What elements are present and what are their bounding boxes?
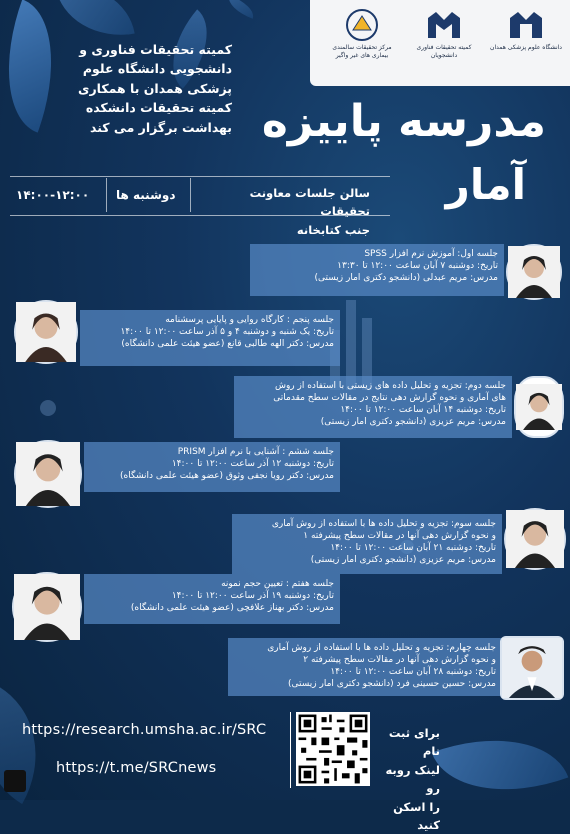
logo-left-line1: مرکز تحقیقات سالمندی [332,44,392,51]
book-emblem-icon [424,8,464,42]
session-date: تاریخ: دوشنبه ۱۲ آذر ساعت ۱۲:۰۰ تا ۱۴:۰۰ [171,459,334,470]
register-instructions [380,724,440,834]
session-teacher: مدرس: دکتر بهناز علافچی (عضو هیئت علمی دانشگاه) [130,603,334,614]
logo-left-line2: بیماری های غیر واگیر [335,51,389,59]
session-title: جلسه پنجم : کارگاه روایی و پایایی پرسشنامه [165,315,334,325]
teacher-photo [506,244,562,300]
session-title: جلسه دوم: تجزیه و تحلیل داده های زیستی با استفاده از روش [274,381,506,391]
sponsor-line: بهداشت برگزار می کند [89,119,232,135]
corner-logo-icon [4,770,26,792]
logo-university [490,8,562,78]
session-title: جلسه سوم: تجزیه و تحلیل داده ها با استفاده از روش آماری [271,519,496,529]
portrait-icon [502,638,562,698]
portrait-icon [16,302,76,362]
qr-code[interactable] [296,712,370,786]
venue [200,184,370,239]
chart-decoration [40,400,56,416]
session-teacher: مدرس: دکتر رویا نجفی وثوق (عضو هیئت علمی دانشگاه) [120,471,334,482]
session-date: تاریخ: دوشنبه ۲۸ آبان ساعت ۱۲:۰۰ تا ۱۴:۰۰ [330,667,496,678]
teacher-photo [12,572,82,642]
register-line: لینک روبه رو [385,762,440,796]
session-card-1 [250,244,504,296]
sponsor-line: پزشکی همدان با همکاری [77,80,232,96]
sponsor-line: کمیته تحقیقات فناوری و [79,42,232,57]
session-title: جلسه چهارم: تجزیه و تحلیل داده ها با استفاده از روش آماری [267,643,496,653]
sponsor-line: کمیته تحقیقات دانشکده [85,100,232,116]
telegram-link[interactable]: https://t.me/SRCnews [56,760,217,776]
register-line: را اسکن کنید [393,799,440,832]
logos [312,8,562,78]
leaf-decoration [432,712,569,819]
portrait-icon [508,246,560,298]
session-teacher: مدرس: مریم عزیزی (دانشجو دکتری امار زیستی) [310,555,496,566]
page-subtitle: آمار [445,160,526,209]
university-emblem-icon [506,8,546,42]
session-teacher: مدرس: حسین حسینی فرد (دانشجو دکتری امار زیستی) [288,679,496,690]
leaf-decoration [225,0,258,19]
qr-code-icon [296,712,370,786]
page-title: مدرسه پاییزه [261,96,546,147]
session-date: تاریخ: یک شنبه و دوشنبه ۴ و ۵ آذر ساعت ۱۲:۰۰ تا ۱۴:۰۰ [120,327,334,338]
session-card-3 [232,514,502,574]
session-title: جلسه اول: آموزش نرم افزار SPSS [364,249,498,259]
leaf-decoration [55,0,134,46]
session-subtitle: های آماری و نحوه گزارش دهی نتایج در مقالات سطح مقدماتی [273,393,506,404]
session-subtitle: و نحوه گزارش دهی آنها در مقالات سطح پیشرفته ۱ [303,531,496,542]
portrait-icon [16,442,80,506]
sponsor-text [22,40,232,137]
divider [106,178,107,212]
divider [190,178,191,212]
session-teacher: مدرس: مریم عزیزی (دانشجو دکتری امار زیستی) [320,417,506,428]
divider [290,712,291,788]
teacher-photo [14,440,82,508]
session-card-7 [84,574,340,624]
logo-geriatric-center [326,8,398,78]
website-link[interactable]: https://research.umsha.ac.ir/SRC [22,722,267,738]
logo-middle-text: کمیته تحقیقات فناوری دانشجویان [416,44,472,59]
emblem-icon [345,8,379,42]
session-subtitle: و نحوه گزارش دهی آنها در مقالات سطح پیشرفته ۲ [303,655,496,666]
venue-line1: سالن جلسات معاونت تحقیقات [249,186,370,219]
sponsor-line: دانشجویی دانشگاه علوم [82,61,232,77]
teacher-photo [514,376,564,438]
session-title: جلسه ششم : آشنایی با نرم افزار PRISM [177,447,334,457]
session-time: ۱۴:۰۰-۱۲:۰۰ [16,188,90,202]
session-card-6 [84,442,340,492]
session-teacher: مدرس: مریم عبدلی (دانشجو دکتری امار زیستی) [314,273,498,284]
register-line: برای ثبت نام [388,726,440,759]
portrait-icon [516,378,562,436]
portrait-icon [506,510,564,568]
session-date: تاریخ: دوشنبه ۱۹ آذر ساعت ۱۲:۰۰ تا ۱۴:۰۰ [171,591,334,602]
session-date: تاریخ: دوشنبه ۷ آبان ساعت ۱۲:۰۰ تا ۱۳:۳۰ [337,261,498,272]
teacher-photo [14,300,78,364]
venue-line2: جنب کتابخانه [296,222,370,237]
session-card-2 [234,376,512,438]
logo-right-text: دانشگاه علوم پزشکی همدان [490,44,562,51]
teacher-photo [500,636,564,700]
session-date: تاریخ: دوشنبه ۱۴ آبان ساعت ۱۲:۰۰ تا ۱۴:۰۰ [340,405,506,416]
session-title: جلسه هفتم : تعیین حجم نمونه [221,579,334,589]
session-teacher: مدرس: دکتر الهه طالبی قانع (عضو هیئت علمی دانشگاه) [121,339,334,350]
session-day: دوشنبه ها [116,188,176,202]
session-card-5 [80,310,340,366]
session-date: تاریخ: دوشنبه ۲۱ آبان ساعت ۱۲:۰۰ تا ۱۴:۰۰ [330,543,496,554]
session-card-4 [228,638,502,696]
portrait-icon [14,574,80,640]
logo-student-committee [408,8,480,78]
teacher-photo [504,508,566,570]
